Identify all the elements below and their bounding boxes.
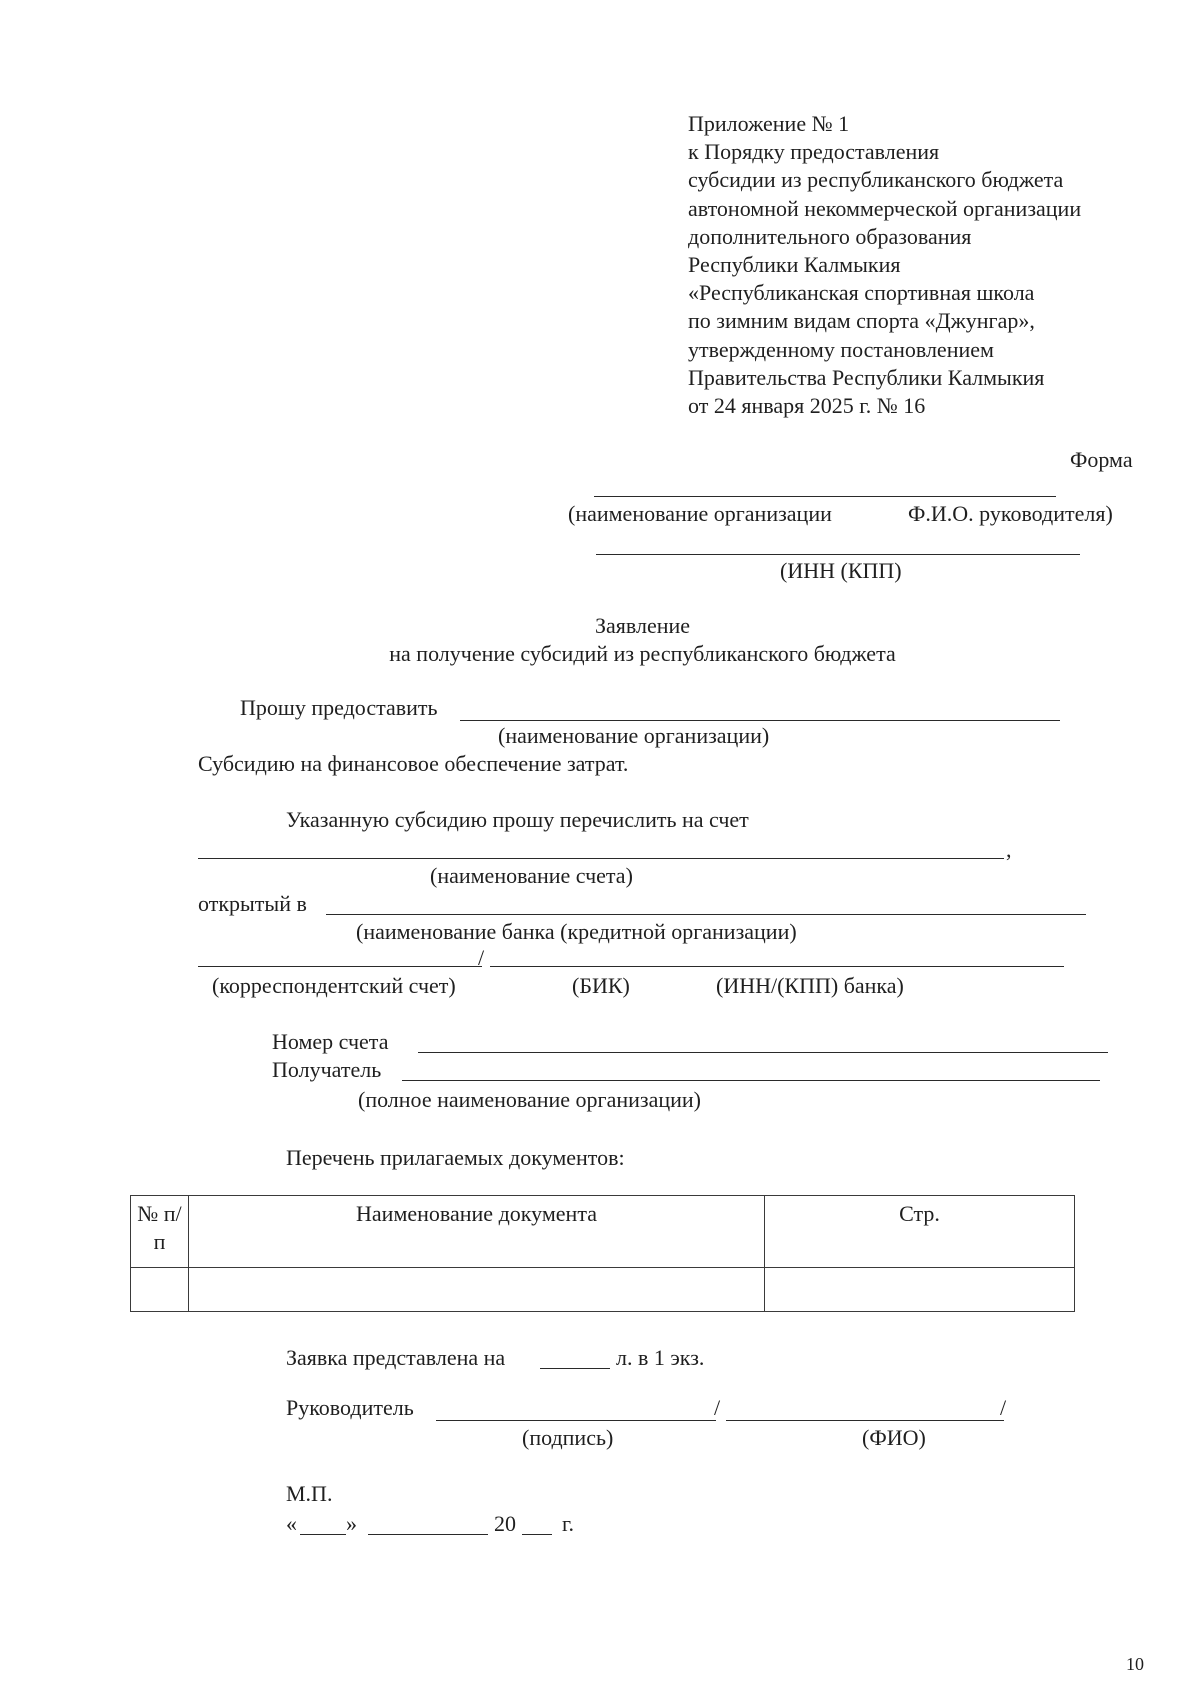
stamp-label: М.П. [286, 1481, 333, 1506]
page-number: 10 [1126, 1654, 1144, 1674]
appendix-line: Приложение № 1 [688, 111, 850, 136]
signature-line[interactable] [436, 1420, 716, 1421]
appendix-line: к Порядку предоставления [688, 139, 940, 165]
appendix-line: автономной некоммерческой организации [688, 195, 1082, 221]
request-label: Прошу предоставить [240, 695, 438, 720]
account-intro: Указанную субсидию прошу перечислить на счет [286, 807, 749, 832]
head-label: Руководитель [286, 1395, 414, 1420]
corr-slash: / [478, 945, 485, 970]
appendix-line: дополнительного образования [688, 223, 972, 249]
date-month-line[interactable] [368, 1534, 488, 1535]
corr-account-caption: (корреспондентский счет) [212, 973, 456, 998]
appendix-line: Правительства Республики Калмыкия [688, 364, 1045, 390]
column-name-header: Наименование документа [189, 1196, 765, 1268]
documents-header-row [131, 1196, 1075, 1268]
table-cell-page[interactable] [765, 1268, 1075, 1312]
bank-name-caption: (наименование банка (кредитной организации) [356, 919, 797, 944]
account-number-label: Номер счета [272, 1029, 389, 1054]
signature-slash: / [714, 1395, 721, 1420]
column-number-header: № п/п [131, 1196, 189, 1268]
org-name-caption: (наименование организации [568, 501, 832, 526]
org-name-line[interactable] [594, 496, 1056, 497]
request-org-caption: (наименование организации) [498, 723, 770, 748]
appendix-line: от 24 января 2025 г. № 16 [688, 393, 926, 419]
document-subtitle: на получение субсидий из республиканского бюджета [389, 641, 896, 666]
year-suffix: г. [562, 1511, 575, 1536]
bik-inn-line[interactable] [490, 966, 1064, 967]
subsidy-text: Субсидию на финансовое обеспечение затрат. [198, 751, 629, 776]
corr-account-line[interactable] [198, 966, 482, 967]
request-org-line[interactable] [460, 720, 1060, 721]
form-label: Форма [1070, 447, 1133, 472]
recipient-label: Получатель [272, 1057, 382, 1082]
bank-name-line[interactable] [326, 914, 1086, 915]
account-name-caption: (наименование счета) [430, 863, 633, 888]
submitted-suffix: л. в 1 экз. [616, 1345, 705, 1370]
head-name-caption: Ф.И.О. руководителя) [908, 501, 1113, 526]
account-comma: , [1006, 837, 1012, 862]
fio-slash: / [1000, 1395, 1007, 1420]
fio-caption: (ФИО) [862, 1425, 926, 1450]
document-title: Заявление [594, 613, 691, 638]
appendix-block [688, 110, 1158, 420]
inn-caption: (ИНН (КПП) [780, 558, 902, 583]
appendix-line: Республики Калмыкия [688, 252, 901, 278]
opened-label: открытый в [198, 891, 307, 916]
column-page-header: Стр. [765, 1196, 1075, 1268]
recipient-line[interactable] [402, 1080, 1100, 1081]
inn-bank-caption: (ИНН/(КПП) банка) [716, 973, 904, 998]
date-close-quote: » [346, 1511, 357, 1536]
appendix-line: «Республиканская спортивная школа [688, 280, 1035, 306]
table-cell-name[interactable] [189, 1268, 765, 1312]
bik-caption: (БИК) [572, 973, 630, 998]
date-day-line[interactable] [300, 1534, 346, 1535]
date-year-line[interactable] [522, 1534, 552, 1535]
documents-table [130, 1195, 1075, 1312]
documents-heading: Перечень прилагаемых документов: [286, 1145, 625, 1170]
year-prefix: 20 [494, 1511, 516, 1536]
appendix-line: утвержденному постановлением [688, 336, 994, 362]
signature-caption: (подпись) [522, 1425, 614, 1450]
inn-line[interactable] [596, 554, 1080, 555]
appendix-line: субсидии из республиканского бюджета [688, 167, 1064, 193]
fio-line[interactable] [726, 1420, 1004, 1421]
account-name-line[interactable] [198, 858, 1004, 859]
table-cell-number[interactable] [131, 1268, 189, 1312]
appendix-line: по зимним видам спорта «Джунгар», [688, 308, 1035, 334]
date-open-quote: « [286, 1511, 297, 1536]
recipient-caption: (полное наименование организации) [358, 1087, 701, 1112]
table-row [131, 1268, 1075, 1312]
pages-count-line[interactable] [540, 1368, 610, 1369]
account-number-line[interactable] [418, 1052, 1108, 1053]
submitted-prefix: Заявка представлена на [286, 1345, 506, 1370]
